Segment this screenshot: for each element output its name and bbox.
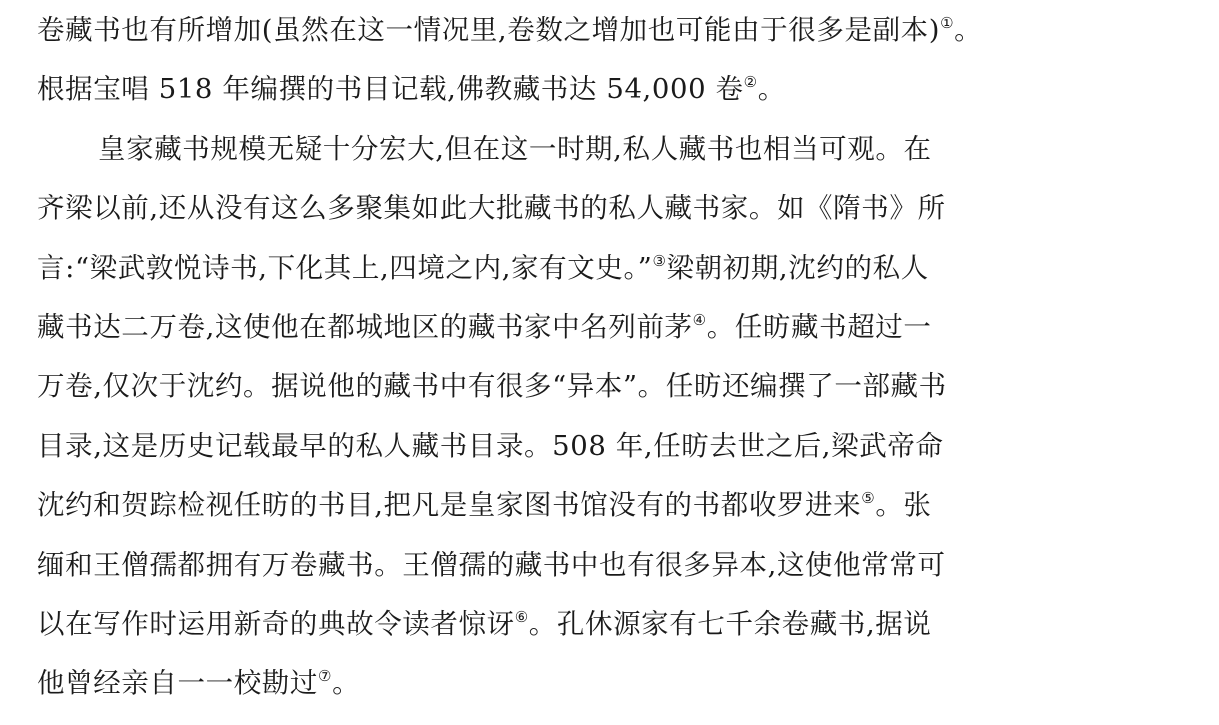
footnote-marker-2: ② xyxy=(743,73,758,91)
footnote-marker-5: ⑤ xyxy=(861,489,876,507)
line-tail: 。 xyxy=(757,73,786,105)
text-line-1 xyxy=(37,8,982,52)
footnote-marker-4: ④ xyxy=(692,311,707,329)
text-line-8 xyxy=(37,424,944,468)
line-tail: 梁朝初期,沈约的私人 xyxy=(666,252,929,284)
line-text: 缅和王僧孺都拥有万卷藏书。王僧孺的藏书中也有很多异本,这使他常常可 xyxy=(37,549,946,581)
text-line-7 xyxy=(37,364,947,408)
footnote-marker-7: ⑦ xyxy=(318,667,333,685)
text-line-12 xyxy=(37,661,360,705)
text-line-2 xyxy=(37,67,786,111)
line-text: 万卷,仅次于沈约。据说他的藏书中有很多“异本”。任昉还编撰了一部藏书 xyxy=(37,370,947,402)
line-tail: 。孔休源家有七千余卷藏书,据说 xyxy=(528,608,932,640)
footnote-marker-1: ① xyxy=(940,14,955,32)
line-text: 以在写作时运用新奇的典故令读者惊讶 xyxy=(37,608,515,640)
footnote-marker-3: ③ xyxy=(652,252,667,270)
text-line-9 xyxy=(37,483,932,527)
line-text: 言:“梁武敦悦诗书,下化其上,四境之内,家有文史。” xyxy=(37,252,653,284)
line-tail: 。任昉藏书超过一 xyxy=(706,311,932,343)
footnote-marker-6: ⑥ xyxy=(514,608,529,626)
text-line-10 xyxy=(37,543,946,587)
line-tail: 。张 xyxy=(875,489,932,521)
text-line-3 xyxy=(98,127,932,171)
line-text: 沈约和贺踪检视任昉的书目,把凡是皇家图书馆没有的书都收罗进来 xyxy=(37,489,862,521)
line-text: 皇家藏书规模无疑十分宏大,但在这一时期,私人藏书也相当可观。在 xyxy=(98,133,932,165)
text-line-11 xyxy=(37,602,932,646)
line-tail: 。 xyxy=(332,667,361,699)
text-line-6 xyxy=(37,305,932,349)
line-text: 他曾经亲自一一校勘过 xyxy=(37,667,318,699)
line-text: 目录,这是历史记载最早的私人藏书目录。508 年,任昉去世之后,梁武帝命 xyxy=(37,430,944,462)
line-text: 藏书达二万卷,这使他在都城地区的藏书家中名列前茅 xyxy=(37,311,693,343)
text-line-4 xyxy=(37,186,946,230)
line-text: 齐梁以前,还从没有这么多聚集如此大批藏书的私人藏书家。如《隋书》所 xyxy=(37,192,946,224)
line-text: 卷藏书也有所增加(虽然在这一情况里,卷数之增加也可能由于很多是副本) xyxy=(37,14,941,46)
text-line-5 xyxy=(37,246,929,290)
line-tail: 。 xyxy=(954,14,983,46)
line-text: 根据宝唱 518 年编撰的书目记载,佛教藏书达 54,000 卷 xyxy=(37,73,744,105)
